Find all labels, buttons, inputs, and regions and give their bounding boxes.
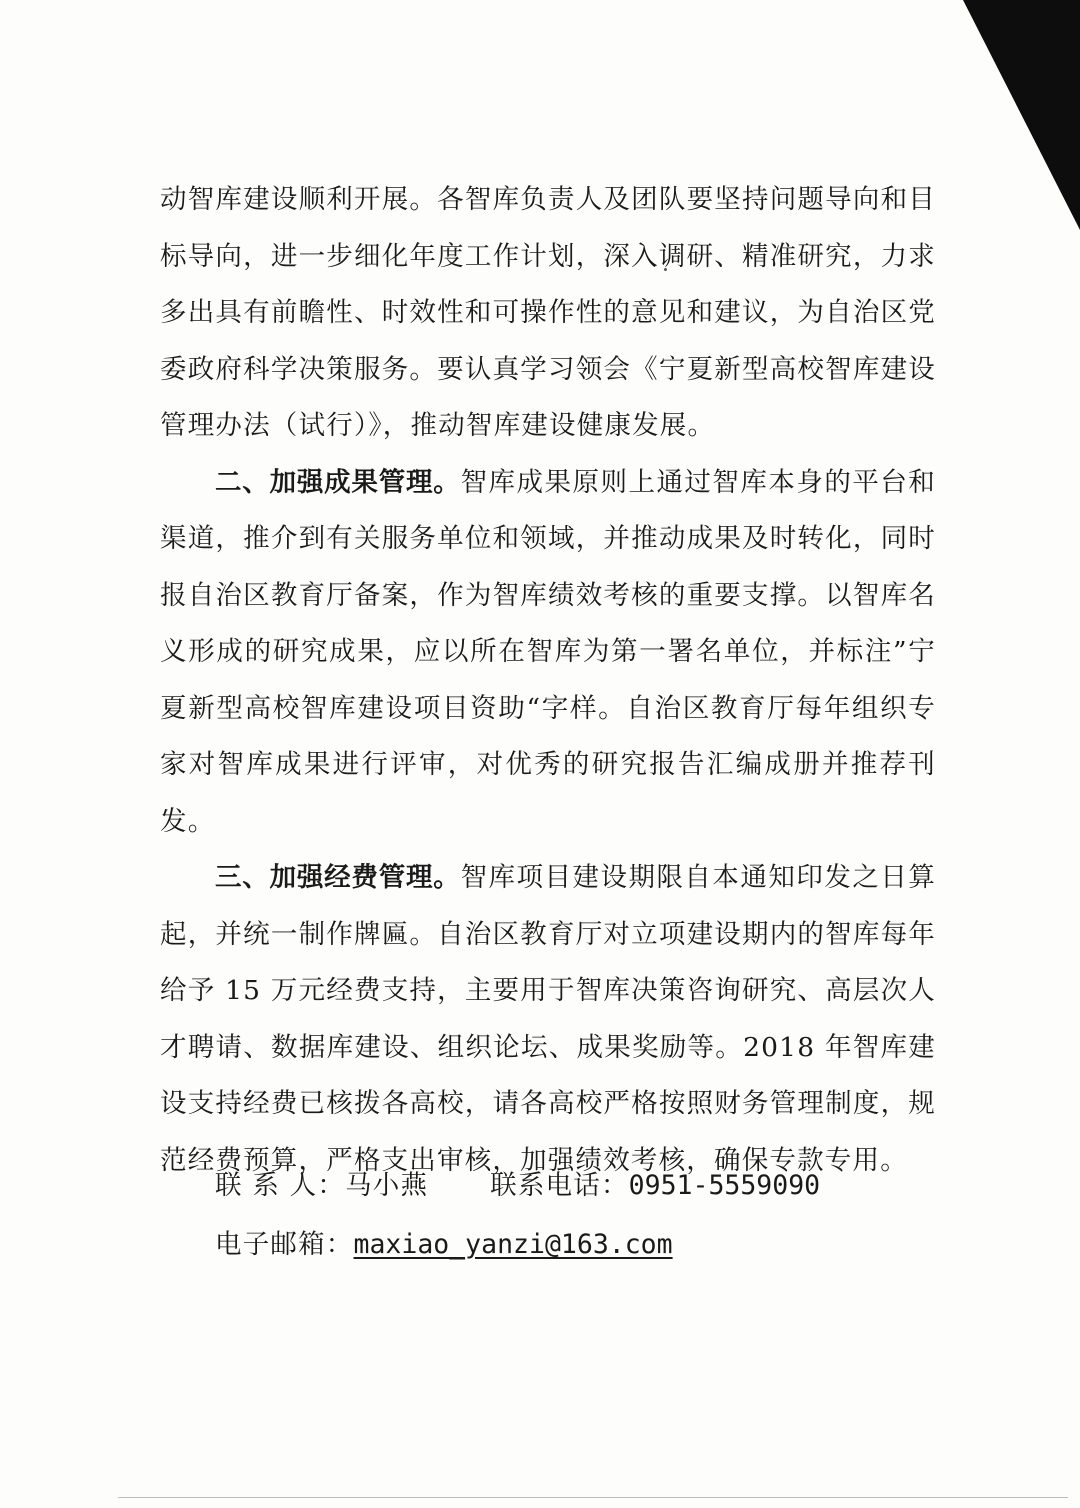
section-heading-results: 二、加强成果管理。 — [215, 466, 461, 498]
contact-line-person-phone — [215, 1163, 820, 1202]
contact-email-label: 电子邮箱： — [215, 1229, 354, 1260]
contact-phone-value: 0951-5559090 — [628, 1170, 821, 1201]
document-body — [160, 172, 936, 1189]
contact-person-name: 马小燕 — [345, 1170, 429, 1201]
scan-corner-shadow — [945, 0, 1080, 230]
section-body-results: 智库成果原则上通过智库本身的平台和渠道，推介到有关服务单位和领域，并推动成果及时转化，同时报自治区教育厅备案，作为智库绩效考核的重要支撑。以智库名义形成的研究成果，应以所在智库为第一署名单位，并标注”宁夏新型高校智库建设项目资助“字样。自治区教育厅每年组织专家对智库成果进行评审，对优秀的研究报告汇编成册并推荐刊发。 — [160, 466, 937, 837]
contact-person-label: 联 系 人： — [215, 1170, 346, 1201]
section-heading-funding: 三、加强经费管理。 — [215, 862, 461, 893]
paragraph-continuation: 动智库建设顺利开展。各智库负责人及团队要坚持问题导向和目标导向，进一步细化年度工作计划，深入调研、精准研究，力求多出具有前瞻性、时效性和可操作性的意见和建议，为自治区党委政府科学决策服务。要认真学习领会《宁夏新型高校智库建设管理办法（试行）》，推动智库建设健康发展。 — [160, 184, 936, 441]
contact-phone-label: 联系电话： — [490, 1170, 629, 1201]
section-body-funding: 智库项目建设期限自本通知印发之日算起，并统一制作牌匾。自治区教育厅对立项建设期内的智库每年给予 15 万元经费支持，主要用于智库决策咨询研究、高层次人才聘请、数据库建设、组织论坛、成果奖励等。2018 年智库建设支持经费已核拨各高校，请各高校严格按照财务管理制度，规范经费预算，严格支出审核，加强绩效考核，确保专款专用。 — [160, 862, 937, 1176]
paragraph-funding-management — [160, 850, 936, 1189]
paragraph-results-management — [160, 455, 936, 851]
contact-line-email — [215, 1222, 673, 1261]
contact-email-link[interactable]: maxiao_yanzi@163.com — [353, 1229, 673, 1260]
scan-bottom-edge — [118, 1497, 1068, 1498]
